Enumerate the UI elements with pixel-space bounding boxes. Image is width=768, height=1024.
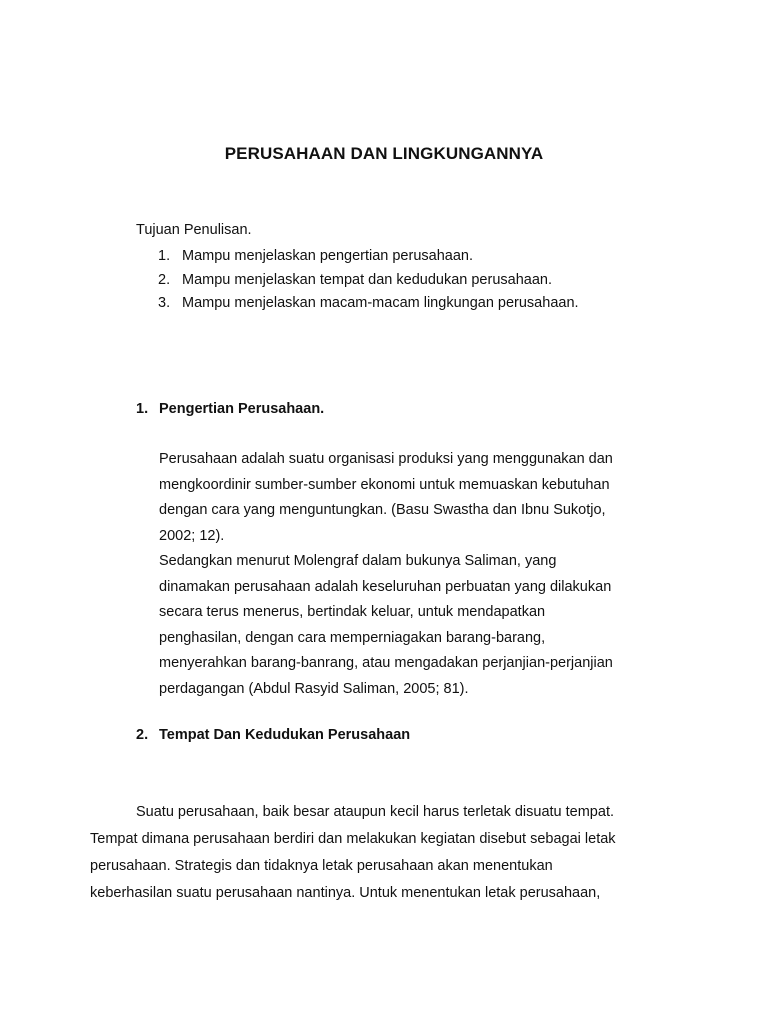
paragraph-line: dinamakan perusahaan adalah keseluruhan perbuatan yang dilakukan bbox=[159, 578, 612, 595]
paragraph-line: keberhasilan suatu perusahaan nantinya. Untuk menentukan letak perusahaan, bbox=[90, 885, 601, 901]
list-item bbox=[158, 245, 579, 269]
paragraph-line: Sedangkan menurut Molengraf dalam bukunya Saliman, yang bbox=[159, 553, 557, 569]
section-1-heading bbox=[136, 401, 324, 417]
section-number: 2. bbox=[136, 727, 149, 743]
list-item-number: 3. bbox=[158, 295, 171, 311]
list-item bbox=[158, 269, 579, 293]
paragraph-line: dengan cara yang menguntungkan. (Basu Swastha dan Ibnu Sukotjo, bbox=[159, 502, 606, 518]
paragraph-line: secara terus menerus, bertindak keluar, untuk mendapatkan bbox=[159, 604, 546, 620]
section-number: 1. bbox=[136, 401, 149, 417]
paragraph-line: Perusahaan adalah suatu organisasi produksi yang menggunakan dan bbox=[159, 451, 613, 467]
list-item-number: 1. bbox=[158, 248, 171, 264]
section-2-body bbox=[90, 799, 690, 907]
list-item-text: Mampu menjelaskan macam-macam lingkungan perusahaan. bbox=[182, 295, 579, 311]
section-title: Tempat Dan Kedudukan Perusahaan bbox=[159, 727, 411, 743]
section-2-heading bbox=[136, 727, 410, 743]
paragraph-line: penghasilan, dengan cara memperniagakan barang-barang, bbox=[159, 629, 546, 646]
document-title: PERUSAHAAN DAN LINGKUNGANNYA bbox=[224, 144, 544, 163]
paragraph-line: Tempat dimana perusahaan berdiri dan melakukan kegiatan disebut sebagai letak bbox=[90, 831, 616, 847]
paragraph-line: menyerahkan barang-banrang, atau mengadakan perjanjian-perjanjian bbox=[159, 655, 613, 671]
list-item bbox=[158, 292, 579, 316]
objectives-list bbox=[158, 245, 579, 316]
section-title: Pengertian Perusahaan. bbox=[159, 401, 325, 417]
paragraph-line: mengkoordinir sumber-sumber ekonomi untuk memuaskan kebutuhan bbox=[159, 476, 610, 493]
paragraph-line: perusahaan. Strategis dan tidaknya letak perusahaan akan menentukan bbox=[90, 858, 553, 874]
paragraph-line: Suatu perusahaan, baik besar ataupun kecil harus terletak disuatu tempat. bbox=[136, 804, 614, 820]
paragraph-line: 2002; 12). bbox=[159, 527, 225, 544]
list-item-text: Mampu menjelaskan tempat dan kedudukan perusahaan. bbox=[182, 271, 552, 288]
objectives-label: Tujuan Penulisan. bbox=[136, 222, 252, 238]
paragraph-line: perdagangan (Abdul Rasyid Saliman, 2005; 81). bbox=[159, 680, 469, 697]
section-1-body bbox=[159, 447, 699, 702]
list-item-text: Mampu menjelaskan pengertian perusahaan. bbox=[182, 248, 473, 264]
list-item-number: 2. bbox=[158, 271, 171, 288]
